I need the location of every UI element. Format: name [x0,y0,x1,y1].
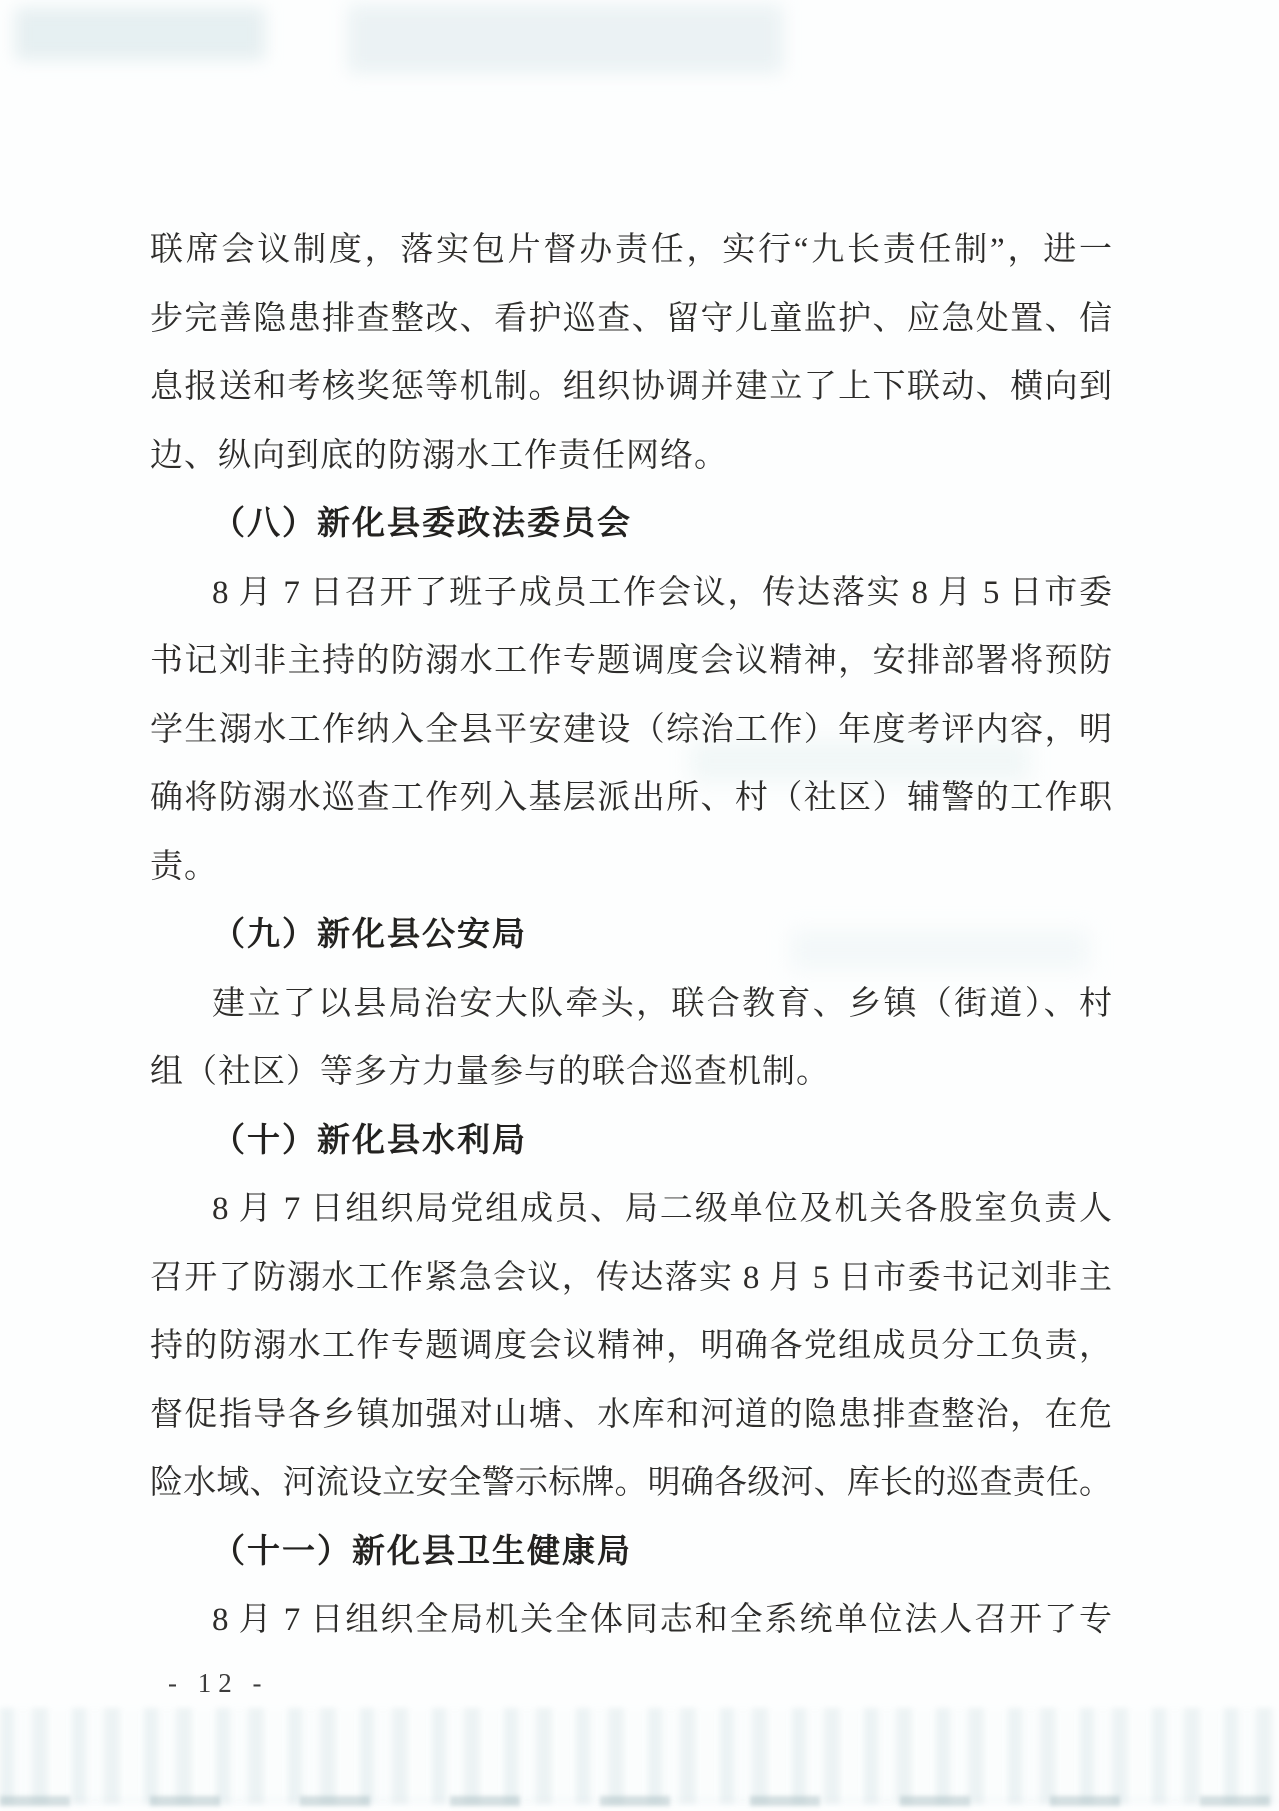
document-text-block [150,216,1112,1655]
body-text-line: 组（社区）等多方力量参与的联合巡查机制。 [150,1054,830,1090]
body-text-line: 8 月 7 日召开了班子成员工作会议，传达落实 8 月 5 日市委 [212,574,1112,611]
section-heading: （十一）新化县卫生健康局 [212,1533,632,1570]
body-text-line: 学生溺水工作纳入全县平安建设（综治工作）年度考评内容，明 [150,711,1112,748]
body-text-line: 确将防溺水巡查工作列入基层派出所、村（社区）辅警的工作职 [150,780,1112,816]
section-heading: （八）新化县委政法委员会 [212,506,632,542]
body-text-line: 险水域、河流设立安全警示标牌。明确各级河、库长的巡查责任。 [150,1465,1112,1501]
body-text-line: 息报送和考核奖惩等机制。组织协调并建立了上下联动、横向到 [150,369,1112,405]
body-text-line: 建立了以县局治安大队牵头，联合教育、乡镇（街道）、村 [212,985,1112,1022]
section-heading: （九）新化县公安局 [212,917,527,953]
section-heading: （十）新化县水利局 [212,1122,527,1159]
body-text-line: 边、纵向到底的防溺水工作责任网络。 [150,437,728,474]
bleed-through-artifact [15,8,265,60]
body-text-line: 督促指导各乡镇加强对山塘、水库和河道的隐患排查整治，在危 [150,1396,1112,1433]
body-text-line: 持的防溺水工作专题调度会议精神，明确各党组成员分工负责， [150,1328,1112,1364]
body-text-line: 步完善隐患排查整改、看护巡查、留守儿童监护、应急处置、信 [150,300,1112,337]
bleed-through-artifact [0,1796,1279,1806]
bleed-through-artifact [348,5,783,73]
body-text-line: 8 月 7 日组织全局机关全体同志和全系统单位法人召开了专 [212,1602,1112,1638]
body-text-line: 书记刘非主持的防溺水工作专题调度会议精神，安排部署将预防 [150,643,1112,679]
body-text-line: 8 月 7 日组织局党组成员、局二级单位及机关各股室负责人 [212,1191,1112,1227]
page-number: - 12 - [168,1668,269,1698]
body-text-line: 召开了防溺水工作紧急会议，传达落实 8 月 5 日市委书记刘非主 [150,1259,1112,1296]
body-text-line: 联席会议制度，落实包片督办责任，实行“九长责任制”，进一 [150,232,1112,268]
body-text-line: 责。 [150,848,218,885]
bleed-through-artifact [0,1708,1279,1804]
